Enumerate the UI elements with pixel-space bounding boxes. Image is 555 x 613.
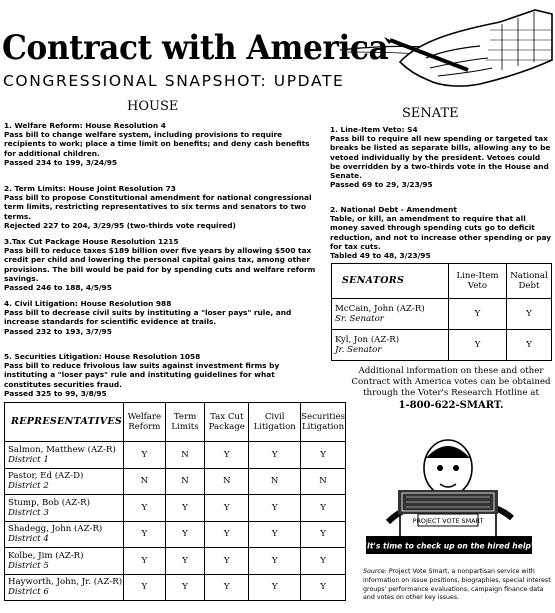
house-item-5 (4, 352, 324, 398)
senate-item-2 (330, 205, 552, 260)
vote-cell: Y (205, 521, 249, 548)
pen-hand-illustration (330, 0, 555, 95)
vote-cell: Y (249, 521, 301, 548)
house-item-2-body: Pass bill to propose Constitutional amendment for national congressional term limits, restricting representatives to six terms and senators to two terms. (4, 193, 312, 221)
senate-item-2-title: 2. National Debt - Amendment (330, 205, 457, 214)
senator-name: McCain, John (AZ-R) Sr. Senator (332, 299, 449, 330)
page-title: Contract with America (2, 28, 389, 68)
vote-cell: Y (123, 521, 165, 548)
vote-cell: Y (249, 548, 301, 575)
representative-name: Stump, Bob (AZ-R) District 3 (5, 495, 124, 522)
house-item-4 (4, 299, 324, 336)
senate-item-1-result: Passed 69 to 29, 3/23/95 (330, 180, 433, 190)
vote-cell: Y (205, 495, 249, 522)
vote-cell: N (123, 468, 165, 495)
senate-item-2-body: Table, or kill, an amendment to require that all money saved through spending cuts go to deficit reduction, and not to increase other spending or pay for tax cuts. (330, 214, 552, 251)
source-note (363, 568, 553, 603)
vote-cell: Y (249, 442, 301, 469)
house-item-5-title: 5. Securities Litigation: House Resolution 1058 (4, 352, 201, 361)
vote-cell: Y (123, 442, 165, 469)
vote-cell: Y (449, 299, 507, 330)
representative-name: Shadegg, John (AZ-R) District 4 (5, 521, 124, 548)
house-item-1-body: Pass bill to change welfare system, including provisions to require recipients to work; place a time limit on benefits; and deny cash benefits for additional children. (4, 130, 310, 158)
house-item-4-title: 4. Civil Litigation: House Resolution 988 (4, 299, 172, 308)
column-line-item-veto: Line-Item Veto (449, 264, 507, 299)
vote-cell: Y (249, 574, 301, 601)
house-item-1 (4, 121, 324, 167)
table-row (5, 495, 346, 522)
house-item-3 (4, 237, 324, 292)
house-item-4-body: Pass bill to decrease civil suits by instituting a "loser pays" rule, and increase standards for scientific evidence at trails. (4, 308, 292, 327)
column-national-debt: National Debt (507, 264, 552, 299)
table-row (5, 521, 346, 548)
senators-header: SENATORS (332, 264, 449, 299)
column-welfare-reform: Welfare Reform (123, 403, 165, 442)
vote-cell: Y (301, 574, 346, 601)
vote-cell: N (165, 468, 204, 495)
house-item-3-result: Passed 246 to 188, 4/5/95 (4, 283, 112, 293)
column-civil-litigation: Civil Litigation (249, 403, 301, 442)
house-item-2-result: Rejected 227 to 204, 3/29/95 (two-thirds vote required) (4, 220, 236, 230)
senate-item-1-title: 1. Line-Item Veto: S4 (330, 125, 418, 134)
senator-name: Kyl, Jon (AZ-R) Jr. Senator (332, 330, 449, 361)
vote-cell: Y (165, 495, 204, 522)
senate-item-1 (330, 125, 552, 189)
vote-cell: Y (507, 330, 552, 361)
vote-cell: Y (123, 495, 165, 522)
vote-cell: Y (165, 521, 204, 548)
house-item-2-title: 2. Term Limits: House Joint Resolution 73 (4, 184, 176, 193)
table-row (5, 574, 346, 601)
table-row (332, 330, 552, 361)
vote-cell: Y (301, 495, 346, 522)
page-subtitle: CONGRESSIONAL SNAPSHOT: UPDATE (3, 72, 345, 90)
house-item-3-title: 3.Tax Cut Package House Resolution 1215 (4, 237, 179, 246)
vote-cell: Y (249, 495, 301, 522)
table-row (5, 468, 346, 495)
vote-cell: Y (123, 574, 165, 601)
representative-name: Salmon, Matthew (AZ-R) District 1 (5, 442, 124, 469)
vote-cell: Y (123, 548, 165, 575)
vote-cell: Y (205, 574, 249, 601)
vote-cell: N (205, 468, 249, 495)
vote-cell: Y (449, 330, 507, 361)
senators-table-header (332, 264, 552, 299)
hotline-info (350, 366, 552, 412)
table-row (5, 442, 346, 469)
senate-heading: SENATE (402, 106, 459, 121)
vote-cell: Y (165, 574, 204, 601)
house-item-1-title: 1. Welfare Reform: House Resolution 4 (4, 121, 166, 130)
senate-item-2-result: Tabled 49 to 48, 3/23/95 (330, 251, 431, 261)
vote-cell: N (301, 468, 346, 495)
representatives-table-header (5, 403, 346, 442)
column-tax-cut-package: Tax Cut Package (205, 403, 249, 442)
house-item-4-result: Passed 232 to 193, 3/7/95 (4, 326, 112, 336)
senate-item-1-body: Pass bill to require all new spending or targeted tax breaks be listed as separate bills, allowing any to be vetoed individually by the president. Vetoes could be overridden by a two-thirds vote in the House and Senate. (330, 134, 551, 181)
house-item-5-body: Pass bill to reduce frivolous law suits against investment firms by instituting a "loser pays" rule and instituting guidelines for what constitutes securities fraud. (4, 361, 280, 389)
house-item-2 (4, 184, 324, 230)
source-label: Source: (363, 568, 387, 575)
hotline-text: Additional information on these and other Contract with America votes can be obtained through the Voter's Research Hotline at (351, 366, 551, 399)
vote-cell: Y (165, 548, 204, 575)
vote-cell: N (165, 442, 204, 469)
representative-name: Pastor, Ed (AZ-D) District 2 (5, 468, 124, 495)
house-item-5-result: Passed 325 to 99, 3/8/95 (4, 388, 107, 398)
vote-cell: Y (205, 442, 249, 469)
vote-cell: Y (301, 521, 346, 548)
mascot-sign-text: PROJECT VOTE SMART (412, 517, 484, 525)
vote-cell: Y (205, 548, 249, 575)
representatives-table (4, 402, 346, 601)
column-securities-litigation: Securities Litigation (301, 403, 346, 442)
vote-cell: Y (301, 548, 346, 575)
mascot-banner-text: "It's time to check up on the hired help" (363, 541, 535, 551)
vote-cell: Y (507, 299, 552, 330)
house-item-1-result: Passed 234 to 199, 3/24/95 (4, 157, 117, 167)
table-row (332, 299, 552, 330)
hotline-number: 1-800-622-SMART. (398, 399, 504, 411)
senators-table (331, 263, 552, 361)
representatives-header: REPRESENTATIVES (5, 403, 124, 442)
house-item-3-body: Pass bill to reduce taxes $189 billion over five years by allowing $500 tax credit per child and lowering the personal capital gains tax, among other provisions. The bill would be paid for by spending cuts and welfare reform savings. (4, 246, 316, 283)
column-term-limits: Term Limits (165, 403, 204, 442)
vote-smart-mascot-illustration (360, 430, 540, 565)
representative-name: Kolbe, Jim (AZ-R) District 5 (5, 548, 124, 575)
vote-cell: Y (301, 442, 346, 469)
house-heading: HOUSE (127, 99, 179, 114)
table-row (5, 548, 346, 575)
source-text: Project Vote Smart, a nonpartisan service with information on issue positions, biographies, special interest groups' performance evaluations, campaign finance data and votes on other key issues. (363, 568, 551, 602)
representative-name: Hayworth, John, Jr. (AZ-R) District 6 (5, 574, 124, 601)
vote-cell: N (249, 468, 301, 495)
